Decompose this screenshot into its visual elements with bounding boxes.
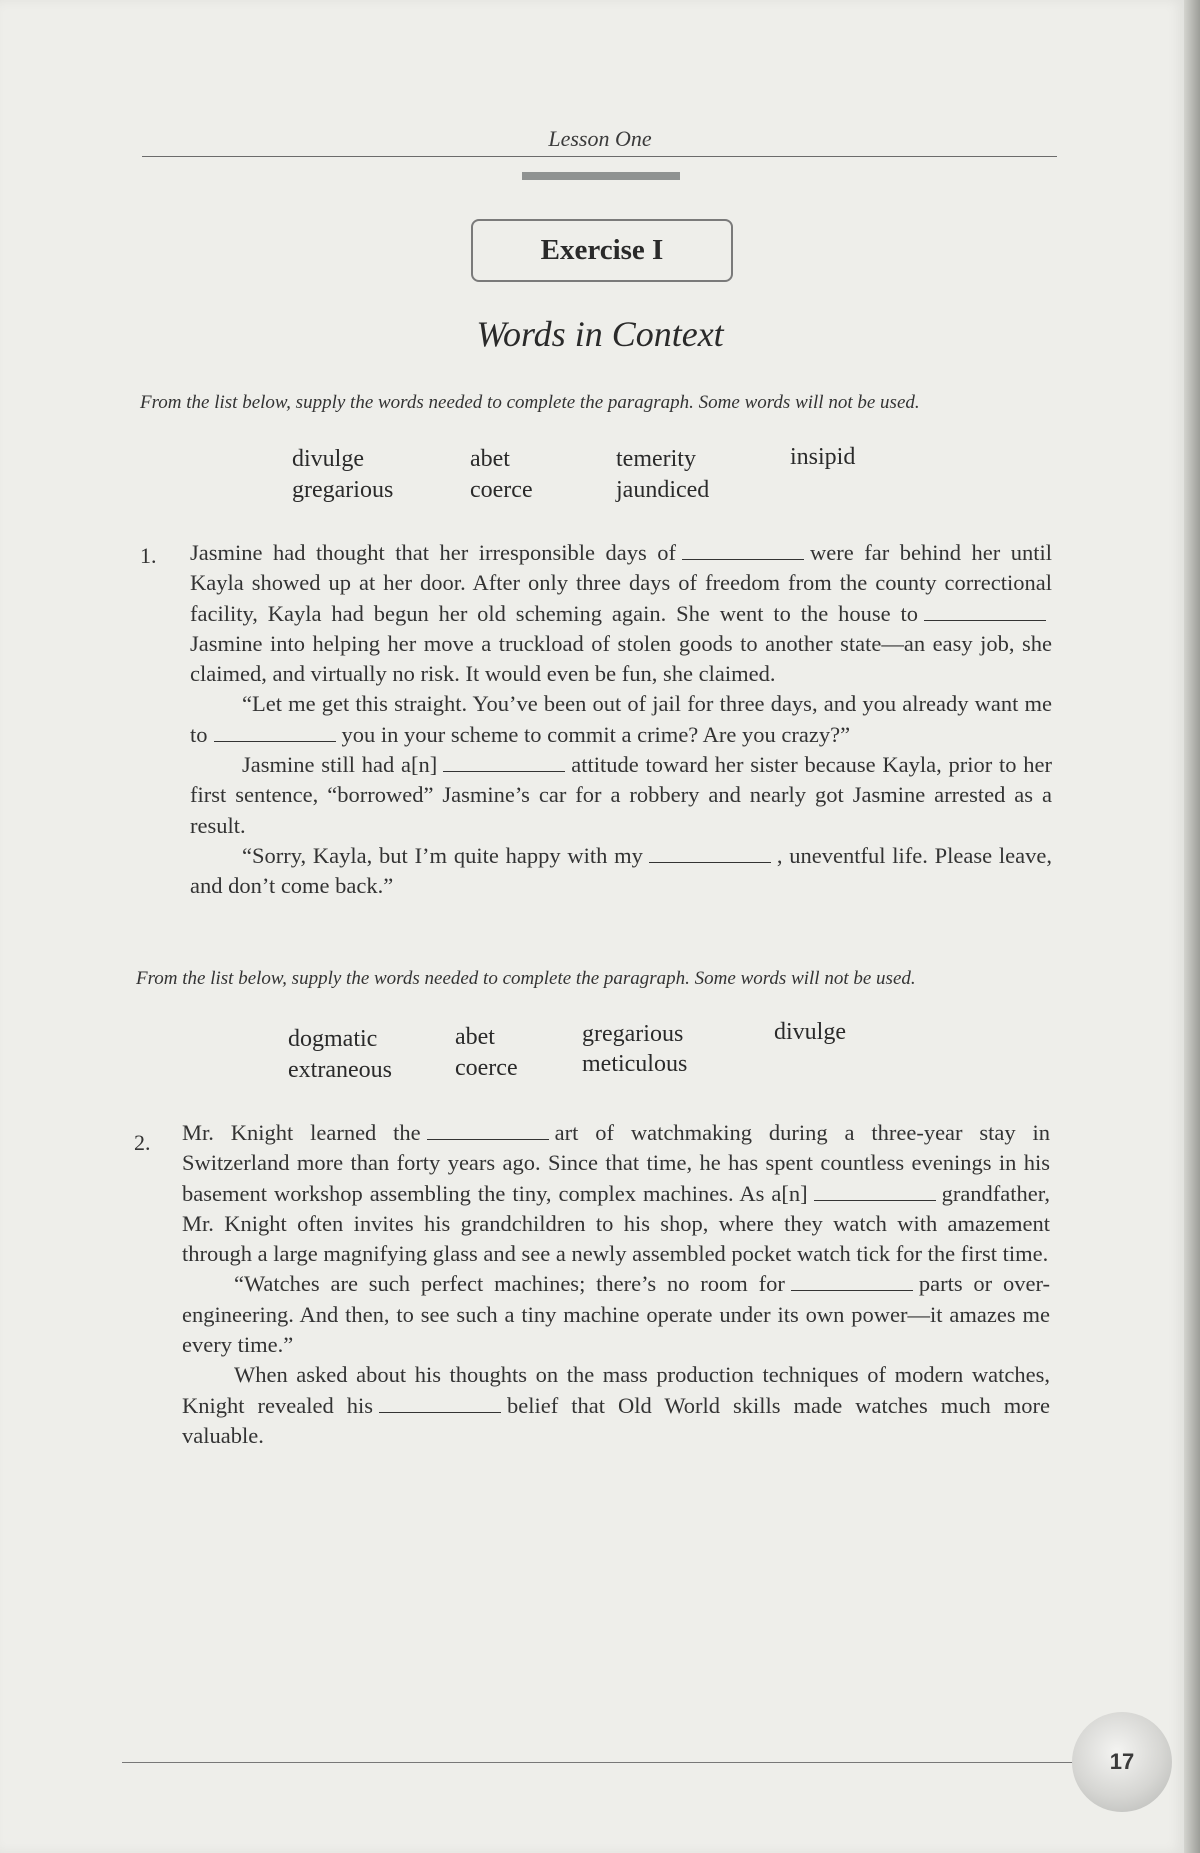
p1-text-f: Jasmine still had a[n]	[242, 752, 438, 778]
word-gregarious-2: gregarious	[582, 1021, 684, 1047]
lesson-header: Lesson One	[548, 126, 652, 151]
word-jaundiced: jaundiced	[616, 477, 710, 503]
p1-text-c: Jasmine into helping her move a truckload of stolen goods to another state—an easy job, she claimed, and virtually no risk. It would even be fun, she claimed.	[190, 630, 1052, 687]
exercise-title-box	[471, 219, 733, 282]
word-abet: abet	[470, 446, 510, 472]
p2-text-c: grandfather, Mr. Knight often invites his grandchildren to his shop, where they watch with amazement through a large magnifying glass and see a newly assembled pocket watch tick for the first time.	[182, 1180, 1050, 1267]
paragraph-1	[190, 538, 1052, 902]
word-insipid: insipid	[790, 444, 856, 470]
word-coerce: coerce	[470, 477, 533, 503]
question-number-2: 2.	[134, 1130, 151, 1155]
word-meticulous: meticulous	[582, 1051, 688, 1077]
word-divulge-2: divulge	[774, 1019, 846, 1045]
blank-7[interactable]	[814, 1184, 936, 1201]
p1-text-e: you in your scheme to commit a crime? Are you crazy?”	[341, 721, 851, 747]
blank-4[interactable]	[443, 755, 565, 772]
page-edge	[1184, 0, 1200, 1853]
p1-text-h: “Sorry, Kayla, but I’m quite happy with my	[242, 842, 643, 868]
exercise-title: Exercise I	[540, 234, 664, 266]
blank-5[interactable]	[649, 846, 771, 863]
word-divulge: divulge	[292, 446, 364, 472]
blank-6[interactable]	[427, 1123, 549, 1140]
p2-text-g: belief that Old World skills made watches much more valuable.	[182, 1392, 1051, 1448]
paragraph-2	[182, 1118, 1050, 1451]
word-abet-2: abet	[455, 1024, 495, 1050]
blank-9[interactable]	[379, 1396, 501, 1413]
blank-3[interactable]	[214, 725, 336, 742]
section1-instruction: From the list below, supply the words needed to complete the paragraph. Some words will not be used.	[140, 392, 920, 413]
word-dogmatic: dogmatic	[288, 1026, 378, 1052]
p2-text-f: When asked about his thoughts on the mass production techniques of modern watches, Knight revealed his	[182, 1362, 1050, 1418]
p1-text-i: , uneventful life. Please leave, and don’t come back.”	[190, 842, 1052, 899]
p1-text-g: attitude toward her sister because Kayla, prior to her first sentence, “borrowed” Jasmine’s car for a robbery and nearly got Jasmine arrested as a result.	[190, 752, 1052, 838]
p2-text-e: parts or over-engineering. And then, to see such a tiny machine operate under its own power—it amazes me every time.”	[182, 1271, 1050, 1358]
word-coerce-2: coerce	[455, 1055, 518, 1081]
p1-text-b: were far behind her until Kayla showed up at her door. After only three days of freedom from the county correctional facility, Kayla had begun her old scheming again. She went to the house to	[190, 540, 1052, 626]
word-gregarious: gregarious	[292, 477, 394, 503]
blank-8[interactable]	[791, 1274, 913, 1291]
footer-rule	[122, 1762, 1092, 1763]
section2-instruction: From the list below, supply the words needed to complete the paragraph. Some words will not be used.	[136, 968, 916, 989]
question-number-1: 1.	[140, 543, 157, 568]
header-rule	[142, 156, 1057, 157]
p1-text-a: Jasmine had thought that her irresponsible days of	[190, 540, 677, 565]
section-title: Words in Context	[476, 314, 724, 354]
p2-text-b: art of watchmaking during a three-year stay in Switzerland more than forty years ago. Since that time, he has spent countless evenings in his basement workshop assembling the tiny, complex machines. As a[n]	[182, 1120, 1050, 1206]
word-extraneous: extraneous	[288, 1057, 392, 1083]
header-bar	[522, 172, 680, 180]
p1-text-d: “Let me get this straight. You’ve been out of jail for three days, and you already want me to	[190, 691, 1052, 747]
p2-text-a: Mr. Knight learned the	[182, 1120, 421, 1145]
word-temerity: temerity	[616, 446, 696, 472]
page-number-badge	[1072, 1712, 1172, 1812]
blank-2[interactable]	[924, 604, 1046, 621]
page-number: 17	[1109, 1749, 1135, 1774]
blank-1[interactable]	[682, 543, 804, 560]
p2-text-d: “Watches are such perfect machines; there’s no room for	[234, 1271, 785, 1297]
